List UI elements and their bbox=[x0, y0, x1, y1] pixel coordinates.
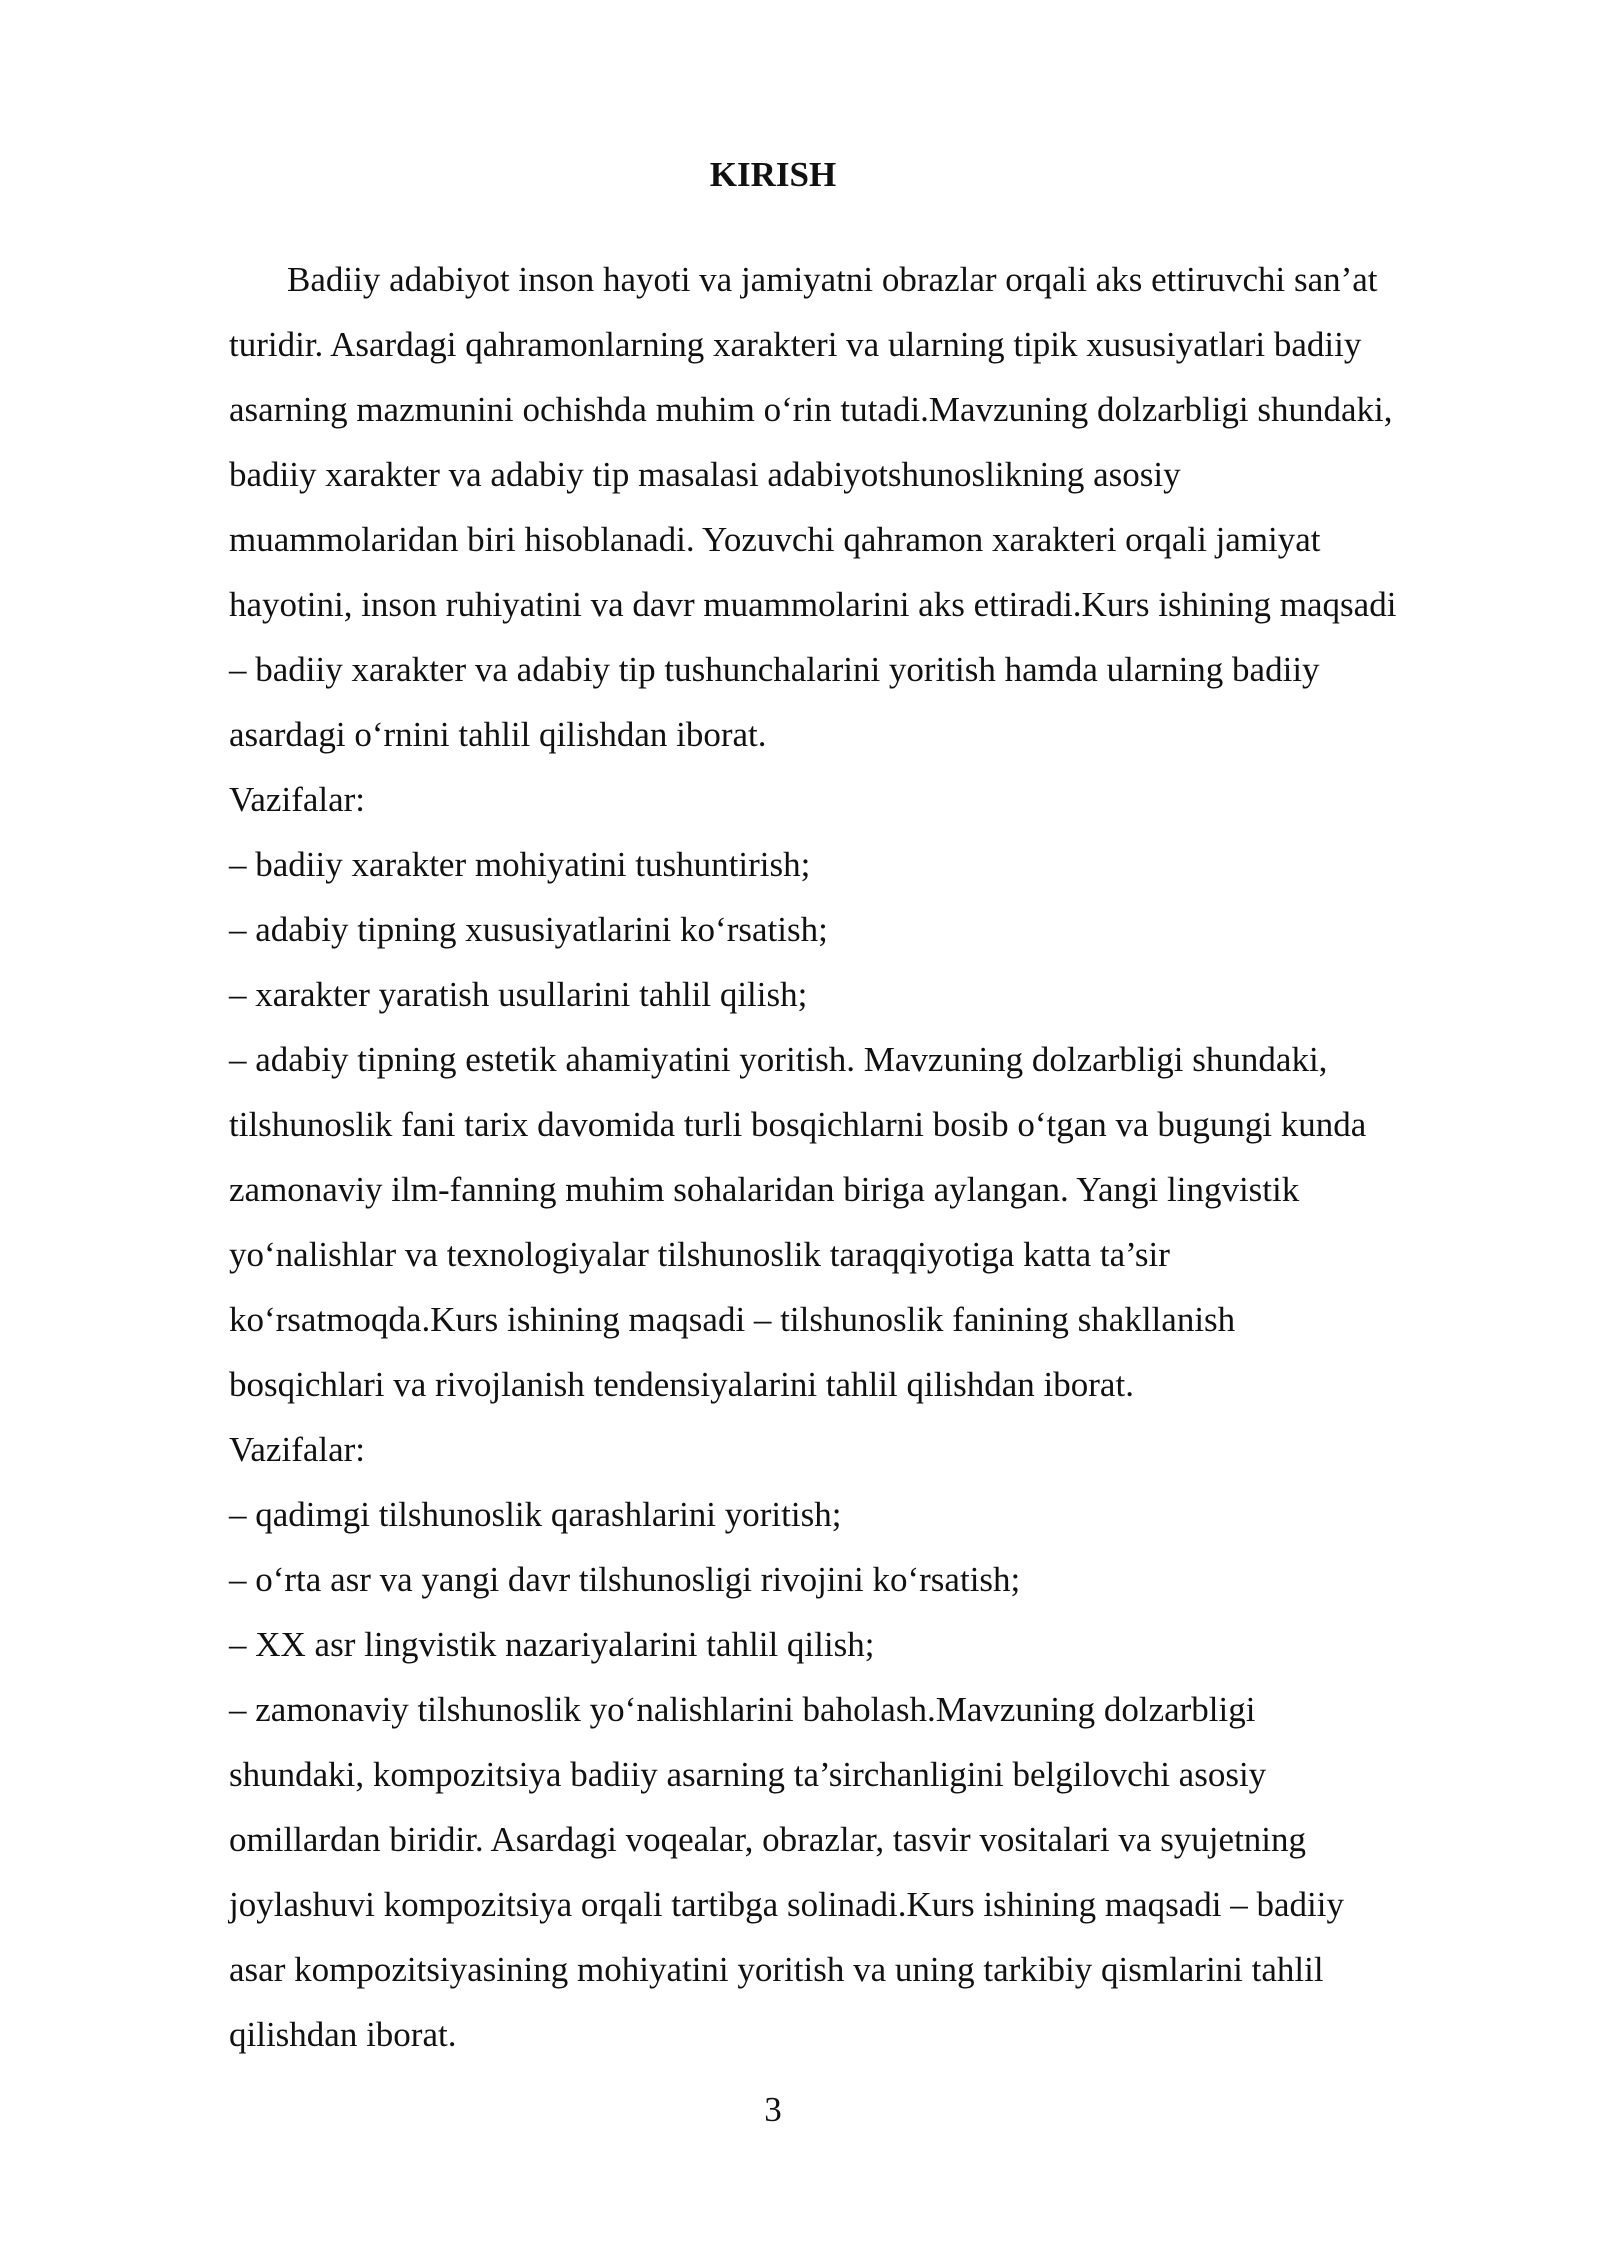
list-item: – zamonaviy tilshunoslik yo‘nalishlarini baholash.Mavzuning dolzarbligi bbox=[229, 1690, 1256, 1729]
page-title: KIRISH bbox=[709, 155, 837, 194]
paragraph-line: bosqichlari va rivojlanish tendensiyalarini tahlil qilishdan iborat. bbox=[229, 1365, 1134, 1404]
page-number: 3 bbox=[764, 2090, 782, 2129]
list-item: – badiiy xarakter mohiyatini tushuntirish; bbox=[229, 845, 811, 884]
list-item: – XX asr lingvistik nazariyalarini tahlil qilish; bbox=[229, 1625, 875, 1664]
list-item: – qadimgi tilshunoslik qarashlarini yoritish; bbox=[229, 1495, 842, 1534]
paragraph-line: qilishdan iborat. bbox=[229, 2015, 457, 2054]
paragraph-line: asar kompozitsiyasining mohiyatini yoritish va uning tarkibiy qismlarini tahlil bbox=[229, 1950, 1324, 1989]
list-item: – o‘rta asr va yangi davr tilshunosligi rivojini ko‘rsatish; bbox=[229, 1560, 1021, 1599]
paragraph-line: badiiy xarakter va adabiy tip masalasi adabiyotshunoslikning asosiy bbox=[229, 455, 1181, 494]
list-item: – adabiy tipning xususiyatlarini ko‘rsatish; bbox=[229, 910, 828, 949]
paragraph-line: asarning mazmunini ochishda muhim o‘rin tutadi.Mavzuning dolzarbligi shundaki, bbox=[229, 390, 1393, 429]
section-label: Vazifalar: bbox=[229, 1430, 366, 1469]
paragraph-line: Badiiy adabiyot inson hayoti va jamiyatni obrazlar orqali aks ettiruvchi san’at bbox=[287, 260, 1378, 299]
list-item: – xarakter yaratish usullarini tahlil qilish; bbox=[229, 975, 808, 1014]
paragraph-line: asardagi o‘rnini tahlil qilishdan iborat. bbox=[229, 715, 767, 754]
paragraph-line: shundaki, kompozitsiya badiiy asarning ta’sirchanligini belgilovchi asosiy bbox=[229, 1755, 1267, 1794]
paragraph-line: ko‘rsatmoqda.Kurs ishining maqsadi – tilshunoslik fanining shakllanish bbox=[229, 1300, 1236, 1339]
paragraph-line: turidir. Asardagi qahramonlarning xarakteri va ularning tipik xususiyatlari badiiy bbox=[229, 325, 1362, 364]
list-item: – adabiy tipning estetik ahamiyatini yoritish. Mavzuning dolzarbligi shundaki, bbox=[229, 1040, 1328, 1079]
section-label: Vazifalar: bbox=[229, 780, 366, 819]
paragraph-line: muammolaridan biri hisoblanadi. Yozuvchi qahramon xarakteri orqali jamiyat bbox=[229, 520, 1321, 559]
paragraph-line: – badiiy xarakter va adabiy tip tushunchalarini yoritish hamda ularning badiiy bbox=[229, 650, 1320, 689]
paragraph-line: yo‘nalishlar va texnologiyalar tilshunoslik taraqqiyotiga katta ta’sir bbox=[229, 1235, 1170, 1274]
paragraph-line: omillardan biridir. Asardagi voqealar, obrazlar, tasvir vositalari va syujetning bbox=[229, 1820, 1307, 1859]
paragraph-line: zamonaviy ilm-fanning muhim sohalaridan biriga aylangan. Yangi lingvistik bbox=[229, 1170, 1300, 1209]
paragraph-line: joylashuvi kompozitsiya orqali tartibga solinadi.Kurs ishining maqsadi – badiiy bbox=[229, 1885, 1344, 1924]
paragraph-line: hayotini, inson ruhiyatini va davr muammolarini aks ettiradi.Kurs ishining maqsadi bbox=[229, 585, 1397, 624]
paragraph-line: tilshunoslik fani tarix davomida turli bosqichlarni bosib o‘tgan va bugungi kunda bbox=[229, 1105, 1367, 1144]
